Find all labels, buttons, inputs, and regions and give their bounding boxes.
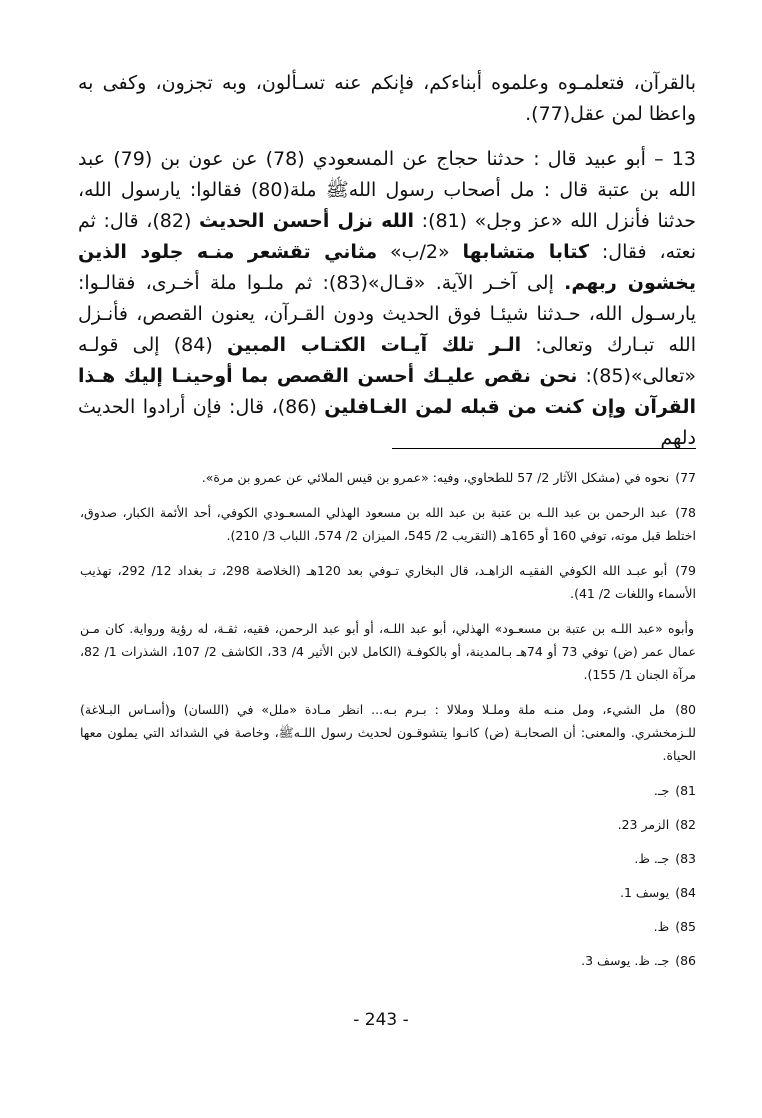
footnote-number: 83) — [675, 851, 696, 866]
text-segment: إلى آخـر الآية. «قـال»(83): ثم ملـوا ملة أخـرى، فقالـوا: يارسـول الله، حـدثنا شيئـا فوق الحديث ودون القـرآن، يعنون القصص، فأنـزل الله تبـارك وتعالى: — [78, 272, 697, 356]
footnote-number: 80) — [675, 702, 696, 717]
main-text — [78, 68, 696, 454]
footnote-text: نحوه في (مشكل الآثار 2/ 57 للطحاوي، وفيه: «عمرو بن قيس الملائي عن عمرو بن مرة». — [201, 470, 670, 485]
quran-verse: كتابا متشابها — [462, 241, 590, 263]
footnote — [80, 698, 696, 767]
footnote-number: 86) — [675, 953, 696, 968]
footnote — [80, 881, 696, 904]
text-segment: «2/ب» — [377, 241, 463, 263]
footnote — [80, 813, 696, 836]
page-number: - 243 - — [353, 1010, 409, 1030]
footnote-number: 81) — [675, 783, 696, 798]
footnote-divider — [392, 448, 696, 449]
footnote-number: 85) — [675, 919, 696, 934]
footnote-number: 78) — [675, 505, 696, 520]
paragraph-2 — [78, 144, 696, 454]
footnote — [80, 617, 696, 686]
footnote-number: 77) — [675, 470, 696, 485]
footnote-text: ظ. — [653, 919, 670, 934]
text-segment: (86)، قال: فإن أرادوا الحديث دلهم — [78, 396, 696, 449]
footnote-text: يوسف 1. — [619, 885, 670, 900]
paragraph-1: بالقرآن، فتعلمـوه وعلموه أبناءكم، فإنكم عنه تسـألون، وبه تجزون، وكفى به واعظا لمن عقل(77). — [78, 72, 696, 125]
footnote-number: 79) — [675, 563, 696, 578]
footnote — [80, 915, 696, 938]
footnote — [80, 779, 696, 802]
footnote — [80, 501, 696, 547]
footnote-text: وأبوه «عبد اللـه بن عتبة بن مسعـود» الهذلي، أبو عبد اللـه، أو أبو عبد الرحمن، فقيه، ثقـة، له رؤية ورواية. كان مـن عمال عمر (ض) توفي 73 أو 74هـ بـالمدينة، أو بالكوفـة (الكامل لابن الأثير 4/ 33، الكاشف 2/ 107، الشذرات 1/ 82، مرآة الجنان 1/ 155). — [80, 621, 697, 682]
footnote — [80, 466, 696, 489]
footnote-number: 84) — [675, 885, 696, 900]
footnote — [80, 949, 696, 972]
text-segment: (84) إلى قولـه «تعالى»(85): — [78, 334, 696, 387]
quran-verse: الله نزل أحسن الحديث — [198, 210, 415, 232]
footnote-text: الزمر 23. — [617, 817, 670, 832]
footnote-text: جـ. — [653, 783, 670, 798]
quran-verse: مثاني تقشعر منـه جلود الذين يخشون ربهم. — [78, 241, 697, 294]
footnote-text: جـ. ظ. — [634, 851, 670, 866]
footnote-text: مل الشيء، ومل منـه ملة وملـلا وملالا : بـرم بـه... انظر مـادة «ملل» في (اللسان) و(أسـاس البـلاغة) للـزمخشري. والمعنى: أن الصحابـة (ض) كانـوا يتشوقـون لحديث رسول اللـهﷺ، وخاصة في الشدائد التي يملون معها الحياة. — [80, 702, 696, 763]
quran-verse: الـر تلك آيـات الكتـاب المبين — [226, 334, 522, 356]
footnote-text: أبو عبـد الله الكوفي الفقيـه الزاهـد، قال البخاري تـوفي بعد 120هـ (الخلاصة 298، تـ بغداد 12/ 292، تهذيب الأسماء واللغات 2/ 41). — [80, 563, 696, 601]
footnote-number: 82) — [675, 817, 696, 832]
footnote-text: عبد الرحمن بن عبد اللـه بن عتبة بن عبد الله بن مسعود الهذلي المسعـودي الكوفي، أحد الأئمة الكبار، صدوق، اختلط قبل موته، توفي 160 أو 165هـ (التقريب 2/ 545، الميزان 2/ 574، اللباب 3/ 210). — [80, 505, 696, 543]
footnote-text: جـ. ظ. يوسف 3. — [581, 953, 670, 968]
footnote — [80, 847, 696, 870]
quran-verse: نحن نقص عليـك أحسن القصص بما أوحينـا إليك هـذا القرآن وإن كنت من قبله لمن الغـافلين — [78, 365, 696, 418]
footnotes — [80, 466, 696, 983]
footnote — [80, 559, 696, 605]
text-segment: (82)، قال: ثم نعته، فقال: — [78, 210, 697, 263]
text-segment: 13 – أبو عبيد قال : حدثنا حجاج عن المسعودي (78) عن عون بن (79) عبد الله بن عتبة قال : مل أصحاب رسول اللهﷺ ملة(80) فقالوا: يارسول الله، حدثنا فأنزل الله «عز وجل» (81): — [78, 148, 696, 232]
